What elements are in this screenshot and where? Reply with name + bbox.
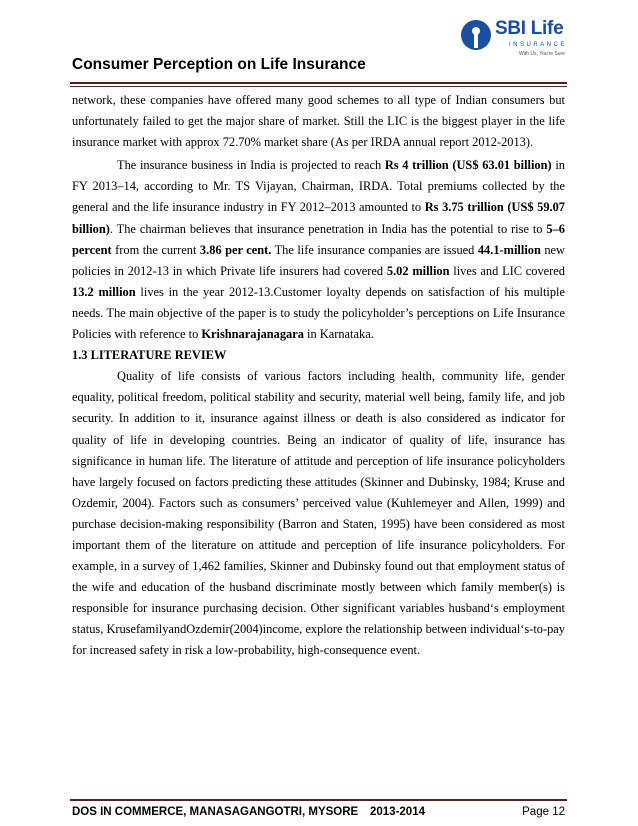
p2-bold-2: Rs 3.75 trillion (US$ 59.07 billion)	[72, 200, 566, 236]
p2-bold-4: 3.86 per cent.	[199, 242, 272, 257]
footer-page-number: Page 12	[522, 806, 565, 818]
footer-rule	[70, 799, 567, 801]
logo-sub-text: INSURANCE	[509, 42, 567, 48]
page-content	[72, 90, 565, 662]
p2-text-8: lives in the year 2012-13.Customer loyalty depends on satisfaction of his multiple needs. The main objective of the paper is to study the policyholder’s perceptions on Life Insurance Policies with reference to	[72, 284, 565, 342]
section-heading: 1.3 LITERATURE REVIEW	[72, 348, 227, 363]
p2-text-9: in Karnataka.	[303, 327, 374, 342]
p2-bold-1: Rs 4 trillion (US$ 63.01 billion)	[384, 158, 552, 173]
page-header	[0, 0, 638, 96]
footer-year: 2013-2014	[370, 806, 425, 818]
header-title: Consumer Perception on Life Insurance	[72, 56, 366, 73]
paragraph-2	[72, 155, 565, 345]
logo-brand-text: SBI Life	[495, 18, 564, 39]
p2-bold-8: Krishnarajanagara	[201, 327, 304, 342]
header-rule-bottom	[70, 86, 567, 87]
page-footer	[72, 806, 565, 822]
sbi-keyhole-icon	[461, 20, 491, 50]
p2-bold-5: 44.1-million	[477, 242, 541, 257]
p2-bold-6: 5.02 million	[386, 263, 450, 278]
p2-text-5: The life insurance companies are issued	[271, 242, 478, 257]
p2-text-4: from the current	[111, 242, 200, 257]
p2-text-2: in FY 2013–14, according to Mr. TS Vijayan, Chairman, IRDA. Total premiums collected by the general and the life insurance industry in FY 2012–2013 amounted to	[72, 158, 565, 215]
footer-department: DOS IN COMMERCE, MANASAGANGOTRI, MYSORE	[72, 806, 359, 818]
sbi-life-logo	[461, 18, 579, 62]
logo-tagline: With Us, You're Sure	[519, 51, 565, 57]
p2-text-6: new policies in 2012-13 in which Private life insurers had covered	[72, 242, 565, 278]
p2-text-1: The insurance business in India is projected to reach	[117, 158, 385, 173]
paragraph-3: Quality of life consists of various factors including health, community life, gender equality, political freedom, political stability and security, material well being, family life, and job security. In addition to it, insurance against illness or death is also considered as indicator for quality of life in developing countries. Being an indicator of quality of life, insurance has significance in human life. The literature of attitude and perception of life insurance policyholders have largely focused on factors predicting these attitudes (Skinner and Dubinsky, 1984; Kruse and Ozdemir, 2004). Factors such as consumers’ perceived value (Kuhlemeyer and Allen, 1999) and purchase decision-making responsibility (Barron and Staten, 1995) have been considered as most important them of the literature on attitude and perception of life insurance policyholders. For example, in a survey of 1,462 families, Skinner and Dubinsky found out that employment status of the wife and education of the husband discriminate mostly between which family member(s) is responsible for insurance purchasing decision. Other significant variables husband‘s employment status, KrusefamilyandOzdemir(2004)income, explore the relationship between individual‘s-to-pay for increased safety in risk a low-probability, high-consequence event.	[72, 369, 565, 658]
header-rule-top	[70, 82, 567, 84]
paragraph-1: network, these companies have offered many good schemes to all type of Indian consumers but unfortunately failed to get the major share of market. Still the LIC is the biggest player in the life insurance market with approx 72.70% market share (As per IRDA annual report 2012-2013).	[72, 93, 565, 150]
p2-text-7: lives and LIC covered	[449, 263, 565, 278]
p2-bold-3: 5–6 percent	[72, 221, 565, 257]
p2-bold-7: 13.2 million	[72, 284, 136, 299]
p2-text-3: . The chairman believes that insurance penetration in India has the potential to rise to	[109, 221, 547, 236]
